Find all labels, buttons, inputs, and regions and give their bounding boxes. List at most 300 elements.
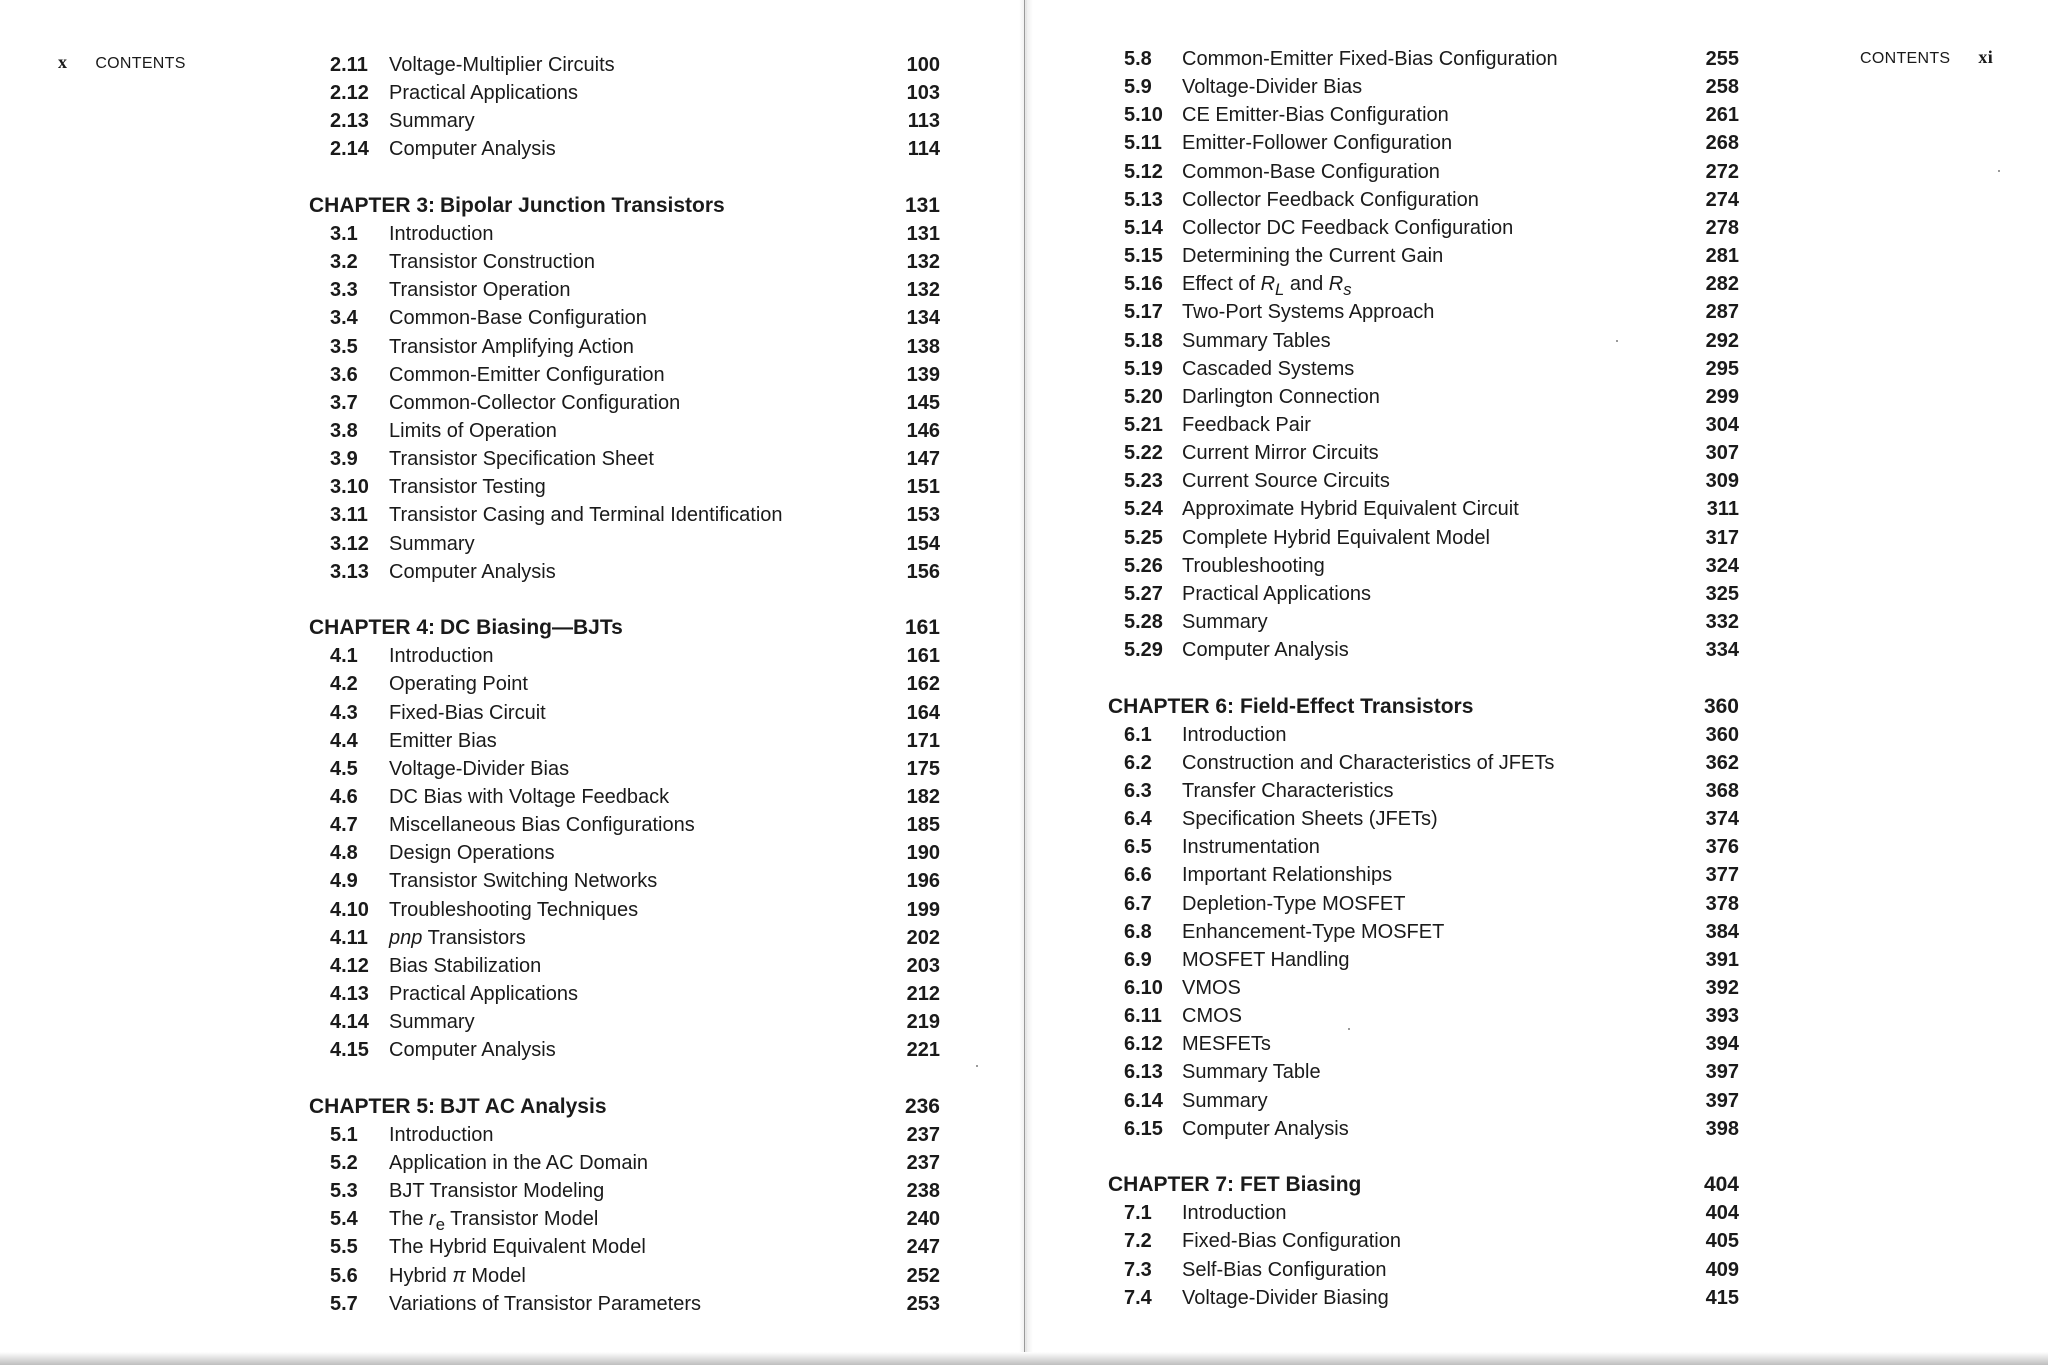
toc-entry[interactable] bbox=[330, 699, 940, 727]
section-title: MOSFET Handling bbox=[1182, 948, 1350, 971]
section-number: 4.6 bbox=[330, 786, 358, 808]
left-running-head-label: CONTENTS bbox=[95, 55, 186, 72]
section-title: Miscellaneous Bias Configurations bbox=[389, 814, 695, 837]
toc-entry[interactable] bbox=[1124, 327, 1739, 355]
toc-entry[interactable] bbox=[330, 1262, 940, 1290]
section-number: 5.27 bbox=[1124, 582, 1163, 605]
section-title: Transistor Operation bbox=[389, 279, 571, 302]
toc-entry[interactable] bbox=[330, 642, 940, 670]
section-title: Voltage-Divider Bias bbox=[389, 757, 570, 780]
section-title: Practical Applications bbox=[1182, 582, 1371, 605]
section-number: 6.1 bbox=[1124, 723, 1152, 746]
section-number: 5.28 bbox=[1124, 611, 1163, 633]
section-title: Operating Point bbox=[389, 673, 528, 696]
toc-entry[interactable] bbox=[330, 980, 940, 1008]
toc-entry[interactable] bbox=[330, 952, 940, 980]
section-number: 6.14 bbox=[1124, 1089, 1163, 1112]
section-title: Computer Analysis bbox=[389, 560, 556, 583]
section-title: Design Operations bbox=[389, 842, 555, 865]
section-title: The $r_e$ Transistor Model bbox=[389, 1208, 599, 1235]
toc-entry[interactable] bbox=[330, 248, 940, 276]
section-title: Current Source Circuits bbox=[1182, 470, 1390, 493]
section-number: 3.12 bbox=[330, 532, 369, 555]
section-number: 4.4 bbox=[330, 729, 358, 752]
section-title: Summary Tables bbox=[1182, 329, 1331, 352]
section-title: Complete Hybrid Equivalent Model bbox=[1182, 526, 1490, 549]
toc-entry[interactable] bbox=[330, 839, 940, 867]
section-page-number: 240 bbox=[906, 1208, 940, 1231]
chapter-label: CHAPTER 7: bbox=[1108, 1173, 1235, 1197]
section-page-number: 398 bbox=[1705, 1117, 1739, 1140]
toc-entry[interactable] bbox=[1124, 890, 1739, 918]
section-page-number: 134 bbox=[906, 307, 940, 330]
section-page-number: 377 bbox=[1705, 864, 1739, 887]
section-number: 5.16 bbox=[1124, 273, 1163, 296]
section-title: BJT Transistor Modeling bbox=[389, 1180, 605, 1203]
toc-entry[interactable] bbox=[1124, 918, 1739, 946]
toc-entry[interactable] bbox=[1124, 861, 1739, 889]
section-title: Computer Analysis bbox=[1182, 1117, 1349, 1140]
section-page-number: 324 bbox=[1705, 554, 1739, 577]
section-number: 3.3 bbox=[330, 279, 358, 302]
section-page-number: 405 bbox=[1705, 1230, 1739, 1253]
toc-entry[interactable] bbox=[1124, 270, 1739, 298]
section-number: 4.15 bbox=[330, 1039, 369, 1062]
section-number: 5.22 bbox=[1124, 442, 1163, 465]
section-page-number: 247 bbox=[906, 1236, 940, 1259]
section-number: 7.1 bbox=[1124, 1202, 1152, 1225]
section-page-number: 307 bbox=[1705, 442, 1739, 465]
section-page-number: 238 bbox=[906, 1180, 940, 1203]
toc-entry[interactable] bbox=[330, 417, 940, 445]
section-page-number: 292 bbox=[1705, 329, 1739, 352]
toc-entry[interactable] bbox=[330, 755, 940, 783]
section-number: 5.1 bbox=[330, 1123, 358, 1146]
section-page-number: 394 bbox=[1705, 1033, 1739, 1056]
section-number: 3.10 bbox=[330, 476, 369, 499]
section-number: 3.6 bbox=[330, 363, 358, 386]
chapter-page-number: 360 bbox=[1703, 694, 1739, 718]
toc-entry[interactable] bbox=[330, 107, 940, 135]
section-number: 7.4 bbox=[1124, 1286, 1152, 1309]
section-title: Summary Table bbox=[1182, 1061, 1321, 1084]
gutter-fold-line bbox=[1024, 0, 1025, 1365]
toc-entry[interactable] bbox=[1124, 129, 1739, 157]
left-page-number: x bbox=[58, 52, 68, 72]
scan-speck bbox=[1616, 340, 1618, 342]
chapter-title: DC Biasing—BJTs bbox=[440, 616, 623, 640]
section-number: 3.5 bbox=[330, 335, 358, 358]
section-title: Computer Analysis bbox=[1182, 639, 1349, 662]
section-number: 5.9 bbox=[1124, 76, 1152, 99]
section-page-number: 199 bbox=[906, 898, 940, 921]
section-title: Two-Port Systems Approach bbox=[1182, 301, 1435, 324]
section-page-number: 196 bbox=[906, 870, 940, 893]
section-title: Troubleshooting bbox=[1182, 554, 1325, 577]
section-number: 6.8 bbox=[1124, 920, 1152, 943]
section-title: Common-Collector Configuration bbox=[389, 391, 681, 414]
toc-entry[interactable] bbox=[1124, 524, 1739, 552]
section-title: Effect of $R_L$ and $R_s$ bbox=[1182, 273, 1352, 300]
toc-entry[interactable] bbox=[1124, 101, 1739, 129]
section-title: Enhancement-Type MOSFET bbox=[1182, 920, 1445, 943]
section-title: Transistor Amplifying Action bbox=[389, 335, 634, 358]
toc-entry[interactable] bbox=[330, 276, 940, 304]
section-number: 5.11 bbox=[1124, 132, 1162, 155]
toc-entry[interactable] bbox=[330, 530, 940, 558]
toc-entry[interactable] bbox=[1124, 1002, 1739, 1030]
section-page-number: 272 bbox=[1705, 160, 1739, 183]
section-number: 6.11 bbox=[1124, 1005, 1162, 1028]
section-number: 6.2 bbox=[1124, 751, 1152, 774]
toc-entry[interactable] bbox=[1124, 1087, 1739, 1115]
section-title: Transistor Construction bbox=[389, 251, 595, 274]
toc-entry[interactable] bbox=[1124, 45, 1739, 73]
section-page-number: 374 bbox=[1705, 808, 1739, 831]
section-title: CE Emitter-Bias Configuration bbox=[1182, 104, 1449, 127]
section-title: Limits of Operation bbox=[389, 420, 557, 442]
section-number: 5.29 bbox=[1124, 639, 1163, 662]
chapter-page-number: 404 bbox=[1703, 1173, 1739, 1197]
toc-entry[interactable] bbox=[330, 811, 940, 839]
right-running-head-label: CONTENTS bbox=[1860, 50, 1951, 67]
toc-entry[interactable] bbox=[1124, 73, 1739, 101]
section-title: Darlington Connection bbox=[1182, 385, 1380, 408]
chapter-label: CHAPTER 5: bbox=[309, 1094, 436, 1118]
section-page-number: 162 bbox=[906, 673, 940, 696]
section-number: 3.1 bbox=[330, 222, 358, 245]
section-title: Introduction bbox=[389, 222, 494, 245]
section-page-number: 304 bbox=[1705, 413, 1739, 436]
section-page-number: 253 bbox=[906, 1292, 940, 1315]
section-page-number: 212 bbox=[906, 983, 940, 1006]
left-running-head bbox=[58, 52, 186, 73]
section-page-number: 334 bbox=[1705, 639, 1739, 662]
toc-entry[interactable] bbox=[330, 1205, 940, 1233]
section-title: Hybrid π Model bbox=[389, 1264, 526, 1287]
section-number: 3.11 bbox=[330, 504, 368, 527]
section-number: 4.13 bbox=[330, 983, 369, 1006]
section-page-number: 164 bbox=[906, 701, 940, 724]
section-page-number: 261 bbox=[1705, 104, 1739, 127]
section-page-number: 360 bbox=[1705, 723, 1739, 746]
section-title: Transistor Testing bbox=[389, 476, 546, 499]
section-number: 6.12 bbox=[1124, 1033, 1163, 1056]
section-number: 5.25 bbox=[1124, 526, 1163, 549]
section-number: 5.13 bbox=[1124, 188, 1163, 211]
section-page-number: 384 bbox=[1705, 920, 1739, 943]
chapter-heading[interactable] bbox=[309, 614, 940, 642]
section-title: Application in the AC Domain bbox=[389, 1152, 649, 1174]
section-number: 5.10 bbox=[1124, 104, 1163, 127]
chapter-page-number: 161 bbox=[904, 616, 940, 640]
section-number: 6.9 bbox=[1124, 948, 1152, 971]
section-title: Summary bbox=[1182, 611, 1268, 633]
toc-entry[interactable] bbox=[1124, 636, 1739, 664]
section-title: Variations of Transistor Parameters bbox=[389, 1292, 701, 1315]
toc-entry[interactable] bbox=[330, 361, 940, 389]
toc-entry[interactable] bbox=[1124, 158, 1739, 186]
section-title: MESFETs bbox=[1182, 1033, 1271, 1056]
section-page-number: 161 bbox=[906, 645, 940, 668]
toc-entry[interactable] bbox=[330, 220, 940, 248]
scan-speck bbox=[1998, 170, 2000, 172]
toc-entry[interactable] bbox=[1124, 298, 1739, 326]
toc-entry[interactable] bbox=[330, 924, 940, 952]
section-number: 5.3 bbox=[330, 1180, 358, 1203]
toc-entry[interactable] bbox=[1124, 1284, 1739, 1312]
section-page-number: 103 bbox=[906, 82, 940, 105]
scan-speck bbox=[1348, 1028, 1350, 1030]
section-title: Instrumentation bbox=[1182, 836, 1320, 859]
section-number: 4.9 bbox=[330, 870, 358, 893]
section-page-number: 295 bbox=[1705, 357, 1739, 380]
section-page-number: 368 bbox=[1705, 779, 1739, 802]
section-page-number: 409 bbox=[1705, 1258, 1739, 1281]
section-title: Transfer Characteristics bbox=[1182, 779, 1394, 802]
toc-entry[interactable] bbox=[330, 1036, 940, 1064]
section-page-number: 221 bbox=[906, 1039, 940, 1062]
section-title: Introduction bbox=[389, 1123, 494, 1146]
toc-entry[interactable] bbox=[330, 333, 940, 361]
section-page-number: 147 bbox=[906, 448, 940, 471]
toc-entry[interactable] bbox=[330, 867, 940, 895]
toc-entry[interactable] bbox=[1124, 1115, 1739, 1143]
section-title: Emitter Bias bbox=[389, 729, 497, 752]
chapter-label: CHAPTER 6: bbox=[1108, 694, 1235, 718]
section-title: CMOS bbox=[1182, 1005, 1242, 1028]
section-number: 4.11 bbox=[330, 926, 368, 949]
toc-entry[interactable] bbox=[1124, 974, 1739, 1002]
section-page-number: 190 bbox=[906, 842, 940, 865]
section-page-number: 397 bbox=[1705, 1061, 1739, 1084]
section-title: Voltage-Divider Biasing bbox=[1182, 1286, 1389, 1309]
toc-entry[interactable] bbox=[1124, 1256, 1739, 1284]
section-title: Collector Feedback Configuration bbox=[1182, 188, 1479, 211]
section-title: Collector DC Feedback Configuration bbox=[1182, 216, 1514, 239]
toc-entry[interactable] bbox=[330, 1233, 940, 1261]
section-page-number: 393 bbox=[1705, 1005, 1739, 1028]
section-page-number: 309 bbox=[1705, 470, 1739, 493]
section-number: 4.14 bbox=[330, 1011, 369, 1034]
section-number: 5.15 bbox=[1124, 245, 1163, 268]
section-title: Common-Emitter Configuration bbox=[389, 363, 665, 386]
section-page-number: 397 bbox=[1705, 1089, 1739, 1112]
toc-entry[interactable] bbox=[1124, 946, 1739, 974]
toc-entry[interactable] bbox=[330, 51, 940, 79]
chapter-label: CHAPTER 3: bbox=[309, 193, 436, 217]
toc-entry[interactable] bbox=[1124, 721, 1739, 749]
chapter-page-number: 236 bbox=[904, 1094, 940, 1118]
section-title: Introduction bbox=[389, 645, 494, 668]
toc-entry[interactable] bbox=[330, 670, 940, 698]
section-page-number: 132 bbox=[906, 279, 940, 302]
toc-entry[interactable] bbox=[330, 304, 940, 332]
section-title: Specification Sheets (JFETs) bbox=[1182, 808, 1438, 831]
toc-entry[interactable] bbox=[1124, 186, 1739, 214]
book-gutter bbox=[1019, 0, 1033, 1365]
section-page-number: 362 bbox=[1705, 751, 1739, 774]
toc-entry[interactable] bbox=[330, 79, 940, 107]
toc-entry[interactable] bbox=[1124, 552, 1739, 580]
chapter-heading[interactable] bbox=[1108, 1171, 1739, 1199]
section-title: Troubleshooting Techniques bbox=[389, 898, 639, 921]
section-title: Computer Analysis bbox=[389, 1039, 556, 1062]
section-number: 4.7 bbox=[330, 814, 358, 837]
toc-entry[interactable] bbox=[330, 1121, 940, 1149]
section-title: Common-Base Configuration bbox=[1182, 160, 1440, 183]
section-title: Common-Emitter Fixed-Bias Configuration bbox=[1182, 48, 1558, 70]
section-number: 5.5 bbox=[330, 1236, 358, 1259]
right-page-number: xi bbox=[1978, 47, 1994, 67]
section-number: 2.13 bbox=[330, 110, 369, 133]
toc-entry[interactable] bbox=[330, 1008, 940, 1036]
section-number: 6.7 bbox=[1124, 892, 1152, 915]
section-number: 5.17 bbox=[1124, 301, 1163, 324]
section-title: Introduction bbox=[1182, 723, 1287, 746]
toc-entry[interactable] bbox=[1124, 1030, 1739, 1058]
section-page-number: 237 bbox=[906, 1123, 940, 1146]
section-title: Depletion-Type MOSFET bbox=[1182, 892, 1406, 915]
toc-entry[interactable] bbox=[330, 783, 940, 811]
section-number: 6.6 bbox=[1124, 864, 1152, 887]
section-page-number: 153 bbox=[906, 504, 940, 527]
section-page-number: 281 bbox=[1705, 245, 1739, 268]
section-title: Fixed-Bias Circuit bbox=[389, 701, 546, 724]
section-number: 5.14 bbox=[1124, 216, 1163, 239]
toc-entry[interactable] bbox=[1124, 214, 1739, 242]
section-title: Important Relationships bbox=[1182, 864, 1393, 887]
section-number: 5.7 bbox=[330, 1292, 358, 1315]
section-page-number: 258 bbox=[1705, 76, 1739, 99]
section-number: 4.12 bbox=[330, 954, 369, 977]
section-title: pnp Transistors bbox=[389, 926, 526, 949]
chapter-heading[interactable] bbox=[309, 192, 940, 220]
toc-entry[interactable] bbox=[1124, 608, 1739, 636]
section-number: 2.11 bbox=[330, 54, 368, 76]
section-title: Practical Applications bbox=[389, 983, 578, 1006]
toc-entry[interactable] bbox=[1124, 805, 1739, 833]
toc-entry[interactable] bbox=[1124, 1199, 1739, 1227]
section-page-number: 219 bbox=[906, 1011, 940, 1034]
section-page-number: 278 bbox=[1705, 216, 1739, 239]
section-title: Emitter-Follower Configuration bbox=[1182, 132, 1453, 155]
section-number: 3.4 bbox=[330, 307, 358, 330]
section-number: 3.8 bbox=[330, 420, 358, 442]
toc-entry[interactable] bbox=[1124, 355, 1739, 383]
section-page-number: 404 bbox=[1705, 1202, 1739, 1225]
section-title: Determining the Current Gain bbox=[1182, 245, 1444, 268]
toc-entry[interactable] bbox=[1124, 580, 1739, 608]
section-number: 5.6 bbox=[330, 1264, 358, 1287]
section-page-number: 274 bbox=[1705, 188, 1739, 211]
section-page-number: 376 bbox=[1705, 836, 1739, 859]
toc-entry[interactable] bbox=[330, 1290, 940, 1318]
chapter-heading[interactable] bbox=[309, 1093, 940, 1121]
section-title: Common-Base Configuration bbox=[389, 307, 647, 330]
section-number: 6.15 bbox=[1124, 1117, 1163, 1140]
section-title: Computer Analysis bbox=[389, 138, 556, 161]
scan-speck bbox=[976, 1065, 978, 1067]
toc-entry[interactable] bbox=[330, 896, 940, 924]
section-title: VMOS bbox=[1182, 977, 1241, 999]
toc-entry[interactable] bbox=[1124, 411, 1739, 439]
section-number: 6.13 bbox=[1124, 1061, 1163, 1084]
section-number: 5.20 bbox=[1124, 385, 1163, 408]
section-title: Voltage-Multiplier Circuits bbox=[389, 54, 615, 76]
toc-entry[interactable] bbox=[330, 473, 940, 501]
section-page-number: 203 bbox=[906, 954, 940, 977]
section-number: 5.18 bbox=[1124, 329, 1163, 352]
toc-entry[interactable] bbox=[1124, 383, 1739, 411]
chapter-title: Field-Effect Transistors bbox=[1240, 694, 1474, 718]
section-number: 5.4 bbox=[330, 1208, 358, 1231]
section-number: 3.9 bbox=[330, 448, 358, 471]
section-page-number: 317 bbox=[1705, 526, 1739, 549]
section-number: 3.2 bbox=[330, 251, 358, 274]
toc-entry[interactable] bbox=[330, 1149, 940, 1177]
toc-entry[interactable] bbox=[1124, 1058, 1739, 1086]
toc-entry[interactable] bbox=[330, 389, 940, 417]
toc-entry[interactable] bbox=[1124, 749, 1739, 777]
section-title: Approximate Hybrid Equivalent Circuit bbox=[1182, 498, 1519, 521]
section-title: Summary bbox=[1182, 1089, 1268, 1112]
toc-entry[interactable] bbox=[330, 501, 940, 529]
section-page-number: 252 bbox=[906, 1264, 940, 1287]
section-page-number: 132 bbox=[906, 251, 940, 274]
section-title: Summary bbox=[389, 1011, 475, 1034]
page-bottom-shadow bbox=[0, 1352, 2048, 1365]
section-title: Construction and Characteristics of JFETs bbox=[1182, 751, 1555, 774]
section-page-number: 171 bbox=[906, 729, 940, 752]
section-page-number: 282 bbox=[1705, 273, 1739, 296]
toc-entry[interactable] bbox=[1124, 242, 1739, 270]
toc-entry[interactable] bbox=[330, 558, 940, 586]
section-number: 5.26 bbox=[1124, 554, 1163, 577]
chapter-heading[interactable] bbox=[1108, 693, 1739, 721]
section-page-number: 378 bbox=[1705, 892, 1739, 915]
toc-entry[interactable] bbox=[1124, 439, 1739, 467]
section-page-number: 255 bbox=[1705, 48, 1739, 70]
section-title: Current Mirror Circuits bbox=[1182, 442, 1379, 465]
toc-entry[interactable] bbox=[1124, 777, 1739, 805]
section-page-number: 311 bbox=[1706, 498, 1739, 521]
section-page-number: 138 bbox=[906, 335, 940, 358]
section-number: 4.10 bbox=[330, 898, 369, 921]
section-page-number: 268 bbox=[1705, 132, 1739, 155]
section-title: The Hybrid Equivalent Model bbox=[389, 1236, 646, 1259]
section-title: Transistor Specification Sheet bbox=[389, 448, 654, 471]
chapter-title: Bipolar Junction Transistors bbox=[440, 193, 725, 217]
toc-entry[interactable] bbox=[1124, 495, 1739, 523]
section-number: 5.19 bbox=[1124, 357, 1163, 380]
section-page-number: 182 bbox=[906, 786, 940, 808]
section-title: DC Bias with Voltage Feedback bbox=[389, 786, 670, 808]
toc-entry[interactable] bbox=[1124, 833, 1739, 861]
toc-entry[interactable] bbox=[1124, 467, 1739, 495]
toc-entry[interactable] bbox=[330, 727, 940, 755]
section-title: Introduction bbox=[1182, 1202, 1287, 1225]
section-page-number: 100 bbox=[906, 54, 940, 76]
toc-entry[interactable] bbox=[330, 135, 940, 163]
toc-entry[interactable] bbox=[1124, 1227, 1739, 1255]
toc-entry[interactable] bbox=[330, 445, 940, 473]
chapter-title: BJT AC Analysis bbox=[440, 1094, 607, 1118]
section-page-number: 237 bbox=[906, 1152, 940, 1174]
toc-entry[interactable] bbox=[330, 1177, 940, 1205]
section-number: 5.23 bbox=[1124, 470, 1163, 493]
chapter-page-number: 131 bbox=[904, 193, 940, 217]
